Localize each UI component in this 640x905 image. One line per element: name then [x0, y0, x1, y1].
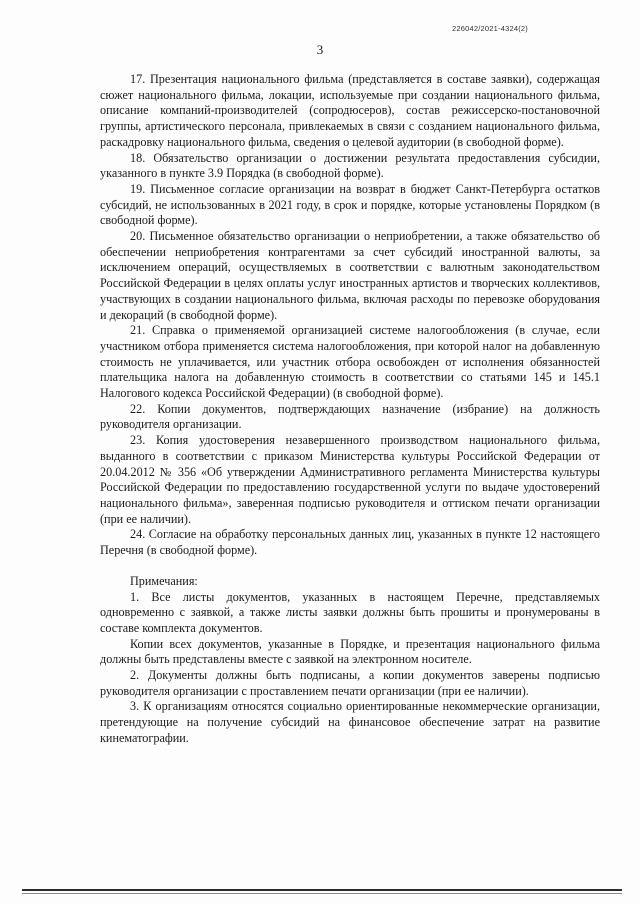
document-id: 226042/2021-4324(2): [452, 24, 528, 33]
bottom-border-line-thin: [22, 893, 622, 894]
note-2: 2. Документы должны быть подписаны, а копии документов заверены подписью руководителя организации с проставлением печати организации (при ее наличии).: [100, 668, 600, 698]
note-1: 1. Все листы документов, указанных в настоящем Перечне, представляемых одновременно с заявкой, а также листы заявки должны быть прошиты и пронумерованы в составе комплекта документов.: [100, 589, 600, 635]
list-item-23: 23. Копия удостоверения незавершенного производством национального фильма, выданного в соответствии с приказом Министерства культуры Российской Федерации от 20.04.2012 № 356 «Об утверждении Административного регламента Министерства культуры Российской Федерации по предоставлению государственной услуги по выдаче удостоверений национального фильма», заверенная подписью руководителя и оттиском печати организации (при ее наличии).: [100, 433, 600, 526]
notes-title: Примечания:: [130, 573, 198, 588]
note-3: 3. К организациям относятся социально ориентированные некоммерческие организации, претендующие на получение субсидий на финансовое обеспечение затрат на развитие кинематографии.: [100, 699, 600, 745]
bottom-border-line: [22, 889, 622, 891]
list-item-21: 21. Справка о применяемой организацией системе налогообложения (в случае, если участником отбора применяется система налогообложения, при которой налог на добавленную стоимость не уплачивается, или участник отбора освобожден от исполнения обязанностей плательщика налога на добавленную стоимость в соответствии со статьями 145 и 145.1 Налогового кодекса Российской Федерации) (в свободной форме).: [100, 323, 600, 401]
page-number: 3: [316, 42, 324, 57]
list-item-20: 20. Письменное обязательство организации о неприобретении, а также обязательство об обеспечении неприобретения контрагентами за счет субсидий иностранной валюты, за исключением операций, осуществляемых в соответствии с валютным законодательством Российской Федерации в целях оплаты услуг иностранных артистов и творческих коллективов, участвующих в создании национального фильма, включая расходы по перевозке оборудования и декораций (в свободной форме).: [100, 229, 600, 322]
list-item-22: 22. Копии документов, подтверждающих назначение (избрание) на должность руководителя организации.: [100, 401, 600, 432]
list-item-17: 17. Презентация национального фильма (представляется в составе заявки), содержащая сюжет национального фильма, локации, используемые при создании национального фильма, описание компаний-производителей (сопродюсеров), состав режиссерско-постановочной группы, артистического персонала, привлекаемых в связи с созданием национального фильма, раскадровку национального фильма, сведения о целевой аудитории (в свободной форме).: [100, 72, 600, 149]
note-1-continuation: Копии всех документов, указанные в Порядке, и презентация национального фильма должны быть представлены вместе с заявкой на электронном носителе.: [100, 636, 600, 667]
list-item-18: 18. Обязательство организации о достижении результата предоставления субсидии, указанного в пункте 3.9 Порядка (в свободной форме).: [100, 150, 600, 181]
list-item-19: 19. Письменное согласие организации на возврат в бюджет Санкт-Петербурга остатков субсидий, не использованных в 2021 году, в срок и порядке, которые установлены Порядком (в свободной форме).: [100, 181, 600, 228]
list-item-24: 24. Согласие на обработку персональных данных лиц, указанных в пункте 12 настоящего Перечня (в свободной форме).: [100, 527, 600, 558]
document-body: [100, 72, 600, 747]
